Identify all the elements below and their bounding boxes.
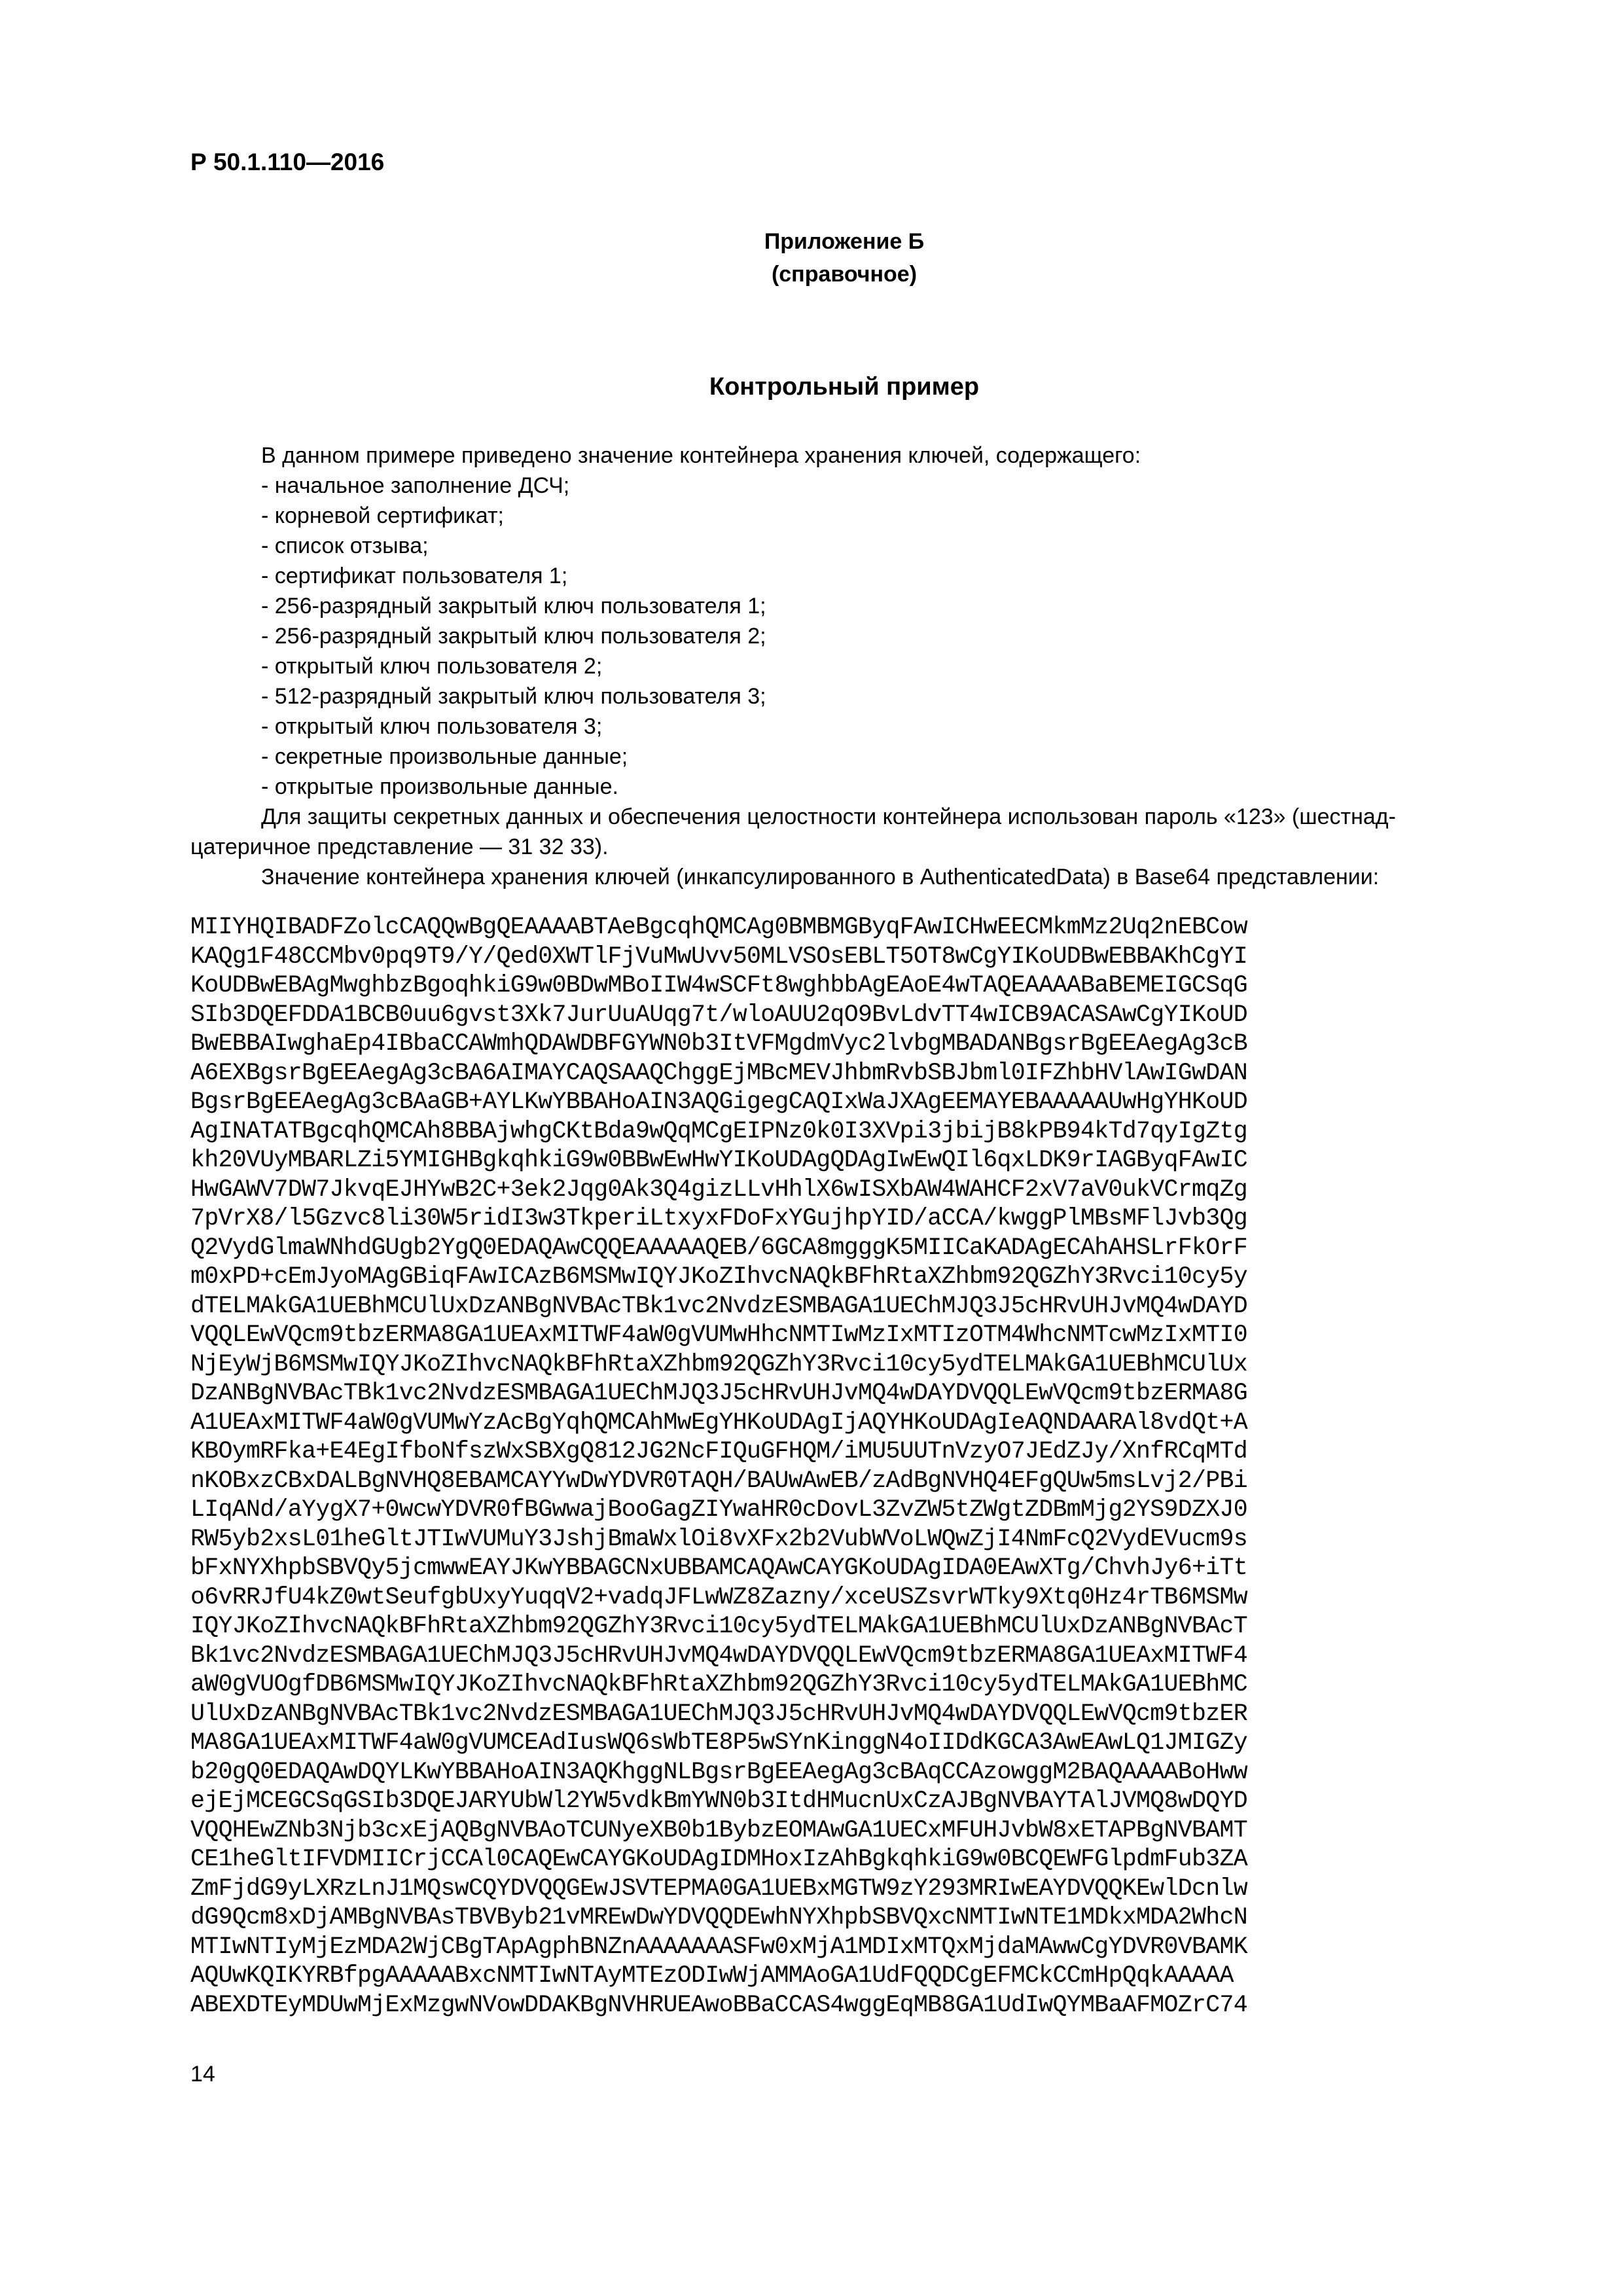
base64-line: KAQg1F48CCMbv0pq9T9/Y/Qed0XWTlFjVuMwUvv50MLVSOsEBLT5OT8wCgYIKoUDBwEBBAKhCgYI	[190, 942, 1248, 970]
base64-line: kh20VUyMBARLZi5YMIGHBgkqhkiG9w0BBwEwHwYIKoUDAgQDAgIwEwQIl6qxLDK9rIAGByqFAwIC	[190, 1147, 1248, 1174]
base64-line: KoUDBwEBAgMwghbzBgoqhkiG9w0BDwMBoIIW4wSCFt8wghbbAgEAoE4wTAQEAAAABaBEMEIGCSqG	[190, 972, 1248, 999]
base64-line: A6EXBgsrBgEEAegAg3cBA6AIMAYCAQSAAQChggEjMBcMEVJhbmRvbSBJbml0IFZhbHVlAwIGwDAN	[190, 1059, 1248, 1086]
base64-line: o6vRRJfU4kZ0wtSeufgbUxyYuqqV2+vadqJFLwWZ8Zazny/xceUSZsvrWTky9Xtq0Hz4rTB6MSMw	[190, 1583, 1248, 1611]
appendix-title: Приложение Б	[764, 229, 925, 254]
list-item: - корневой сертификат;	[261, 503, 504, 528]
value-note: Значение контейнера хранения ключей (инкапсулированного в AuthenticatedData) в Base64 представлении:	[261, 865, 1380, 889]
base64-line: MTIwNTIyMjEzMDA2WjCBgTApAgphBNZnAAAAAAASFw0xMjA1MDIxMTQxMjdaMAwwCgYDVR0VBAMK	[190, 1933, 1248, 1960]
base64-line: IQYJKoZIhvcNAQkBFhRtaXZhbm92QGZhY3Rvci10cy5ydTELMAkGA1UEBhMCUlUxDzANBgNVBAcT	[190, 1613, 1248, 1640]
base64-line: NjEyWjB6MSMwIQYJKoZIhvcNAQkBFhRtaXZhbm92QGZhY3Rvci10cy5ydTELMAkGA1UEBhMCUlUx	[190, 1350, 1248, 1378]
base64-line: ZmFjdG9yLXRzLnJ1MQswCQYDVQQGEwJSVTEPMA0GA1UEBxMGTW9zY293MRIwEAYDVQQKEwlDcnlw	[190, 1874, 1248, 1902]
base64-line: Bk1vc2NvdzESMBAGA1UEChMJQ3J5cHRvUHJvMQ4wDAYDVQQLEwVQcm9tbzERMA8GA1UEAxMITWF4	[190, 1641, 1248, 1669]
base64-line: nKOBxzCBxDALBgNVHQ8EBAMCAYYwDwYDVR0TAQH/BAUwAwEB/zAdBgNVHQ4EFgQUw5msLvj2/PBi	[190, 1467, 1248, 1494]
base64-line: aW0gVUOgfDB6MSMwIQYJKoZIhvcNAQkBFhRtaXZhbm92QGZhY3Rvci10cy5ydTELMAkGA1UEBhMC	[190, 1671, 1248, 1698]
list-item: - список отзыва;	[261, 533, 429, 558]
base64-line: VQQLEwVQcm9tbzERMA8GA1UEAxMITWF4aW0gVUMwHhcNMTIwMzIxMTIzOTM4WhcNMTcwMzIxMTI0	[190, 1321, 1248, 1348]
base64-line: m0xPD+cEmJyoMAgGBiqFAwICAzB6MSMwIQYJKoZIhvcNAQkBFhRtaXZhbm92QGZhY3Rvci10cy5y	[190, 1263, 1248, 1290]
list-item: - 512-разрядный закрытый ключ пользователя 3;	[261, 684, 766, 709]
list-item: - 256-разрядный закрытый ключ пользователя 2;	[261, 624, 766, 649]
base64-line: MIIYHQIBADFZolcCAQQwBgQEAAAABTAeBgcqhQMCAg0BMBMGByqFAwICHwEECMkmMz2Uq2nEBCow	[190, 914, 1248, 941]
intro-text	[190, 440, 1499, 892]
list-item: - открытые произвольные данные.	[261, 774, 618, 799]
base64-line: ABEXDTEyMDUwMjExMzgwNVowDDAKBgNVHRUEAwoBBaCCAS4wggEqMB8GA1UdIwQYMBaAFMOZrC74	[190, 1991, 1248, 2018]
base64-line: RW5yb2xsL01heGltJTIwVUMuY3JshjBmaWxlOi8vXFx2b2VubWVoLWQwZjI4NmFcQ2VydEVucm9s	[190, 1525, 1248, 1552]
document-code: Р 50.1.110—2016	[190, 149, 385, 175]
page-number: 14	[190, 2062, 215, 2087]
base64-line: SIb3DQEFDDA1BCB0uu6gvst3Xk7JurUuAUqg7t/wloAUU2qO9BvLdvTT4wICB9ACASAwCgYIKoUD	[190, 1001, 1248, 1028]
base64-line: dG9Qcm8xDjAMBgNVBAsTBVByb21vMREwDwYDVQQDEwhNYXhpbSBVQxcNMTIwNTE1MDkxMDA2WhcN	[190, 1904, 1248, 1931]
base64-line: AgINATATBgcqhQMCAh8BBAjwhgCKtBda9wQqMCgEIPNz0k0I3XVpi3jbijB8kPB94kTd7qyIgZtg	[190, 1117, 1248, 1145]
base64-line: CE1heGltIFVDMIICrjCCAl0CAQEwCAYGKoUDAgIDMHoxIzAhBgkqhkiG9w0BCQEWFGlpdmFub3ZA	[190, 1846, 1248, 1873]
base64-line: AQUwKQIKYRBfpgAAAAABxcNMTIwNTAyMTEzODIwWjAMMAoGA1UdFQQDCgEFMCkCCmHpQqkAAAAA	[190, 1962, 1234, 1989]
base64-line: ejEjMCEGCSqGSIb3DQEJARYUbWl2YW5vdkBmYWN0b3ItdHMucnUxCzAJBgNVBAYTAlJVMQ8wDQYD	[190, 1787, 1248, 1814]
base64-line: Q2VydGlmaWNhdGUgb2YgQ0EDAQAwCQQEAAAAAQEB/6GCA8mgggK5MIICaKADAgECAhAHSLrFkOrF	[190, 1234, 1248, 1261]
list-item: - открытый ключ пользователя 2;	[261, 654, 603, 679]
base64-line: LIqANd/aYygX7+0wcwYDVR0fBGwwajBooGagZIYwaHR0cDovL3ZvZW5tZWgtZDBmMjg2YS9DZXJ0	[190, 1496, 1248, 1523]
intro-lead: В данном примере приведено значение контейнера хранения ключей, содержащего:	[261, 443, 1141, 468]
base64-line: DzANBgNVBAcTBk1vc2NvdzESMBAGA1UEChMJQ3J5cHRvUHJvMQ4wDAYDVQQLEwVQcm9tbzERMA8G	[190, 1380, 1248, 1407]
base64-line: KBOymRFka+E4EgIfboNfszWxSBXgQ812JG2NcFIQuGFHQM/iMU5UUTnVzyO7JEdZJy/XnfRCqMTd	[190, 1438, 1248, 1465]
list-item: - секретные произвольные данные;	[261, 744, 628, 769]
base64-line: 7pVrX8/l5Gzvc8li30W5ridI3w3TkperiLtxyxFDoFxYGujhpYID/aCCA/kwggPlMBsMFlJvb3Qg	[190, 1205, 1248, 1232]
appendix-heading	[654, 225, 1034, 291]
base64-line: dTELMAkGA1UEBhMCUlUxDzANBgNVBAcTBk1vc2NvdzESMBAGA1UEChMJQ3J5cHRvUHJvMQ4wDAYD	[190, 1292, 1248, 1319]
section-title: Контрольный пример	[709, 373, 980, 401]
password-note-line-2: цатеричное представление — 31 32 33).	[190, 834, 609, 859]
base64-block	[190, 913, 1247, 2020]
list-item: - 256-разрядный закрытый ключ пользователя 1;	[261, 594, 766, 619]
base64-line: UlUxDzANBgNVBAcTBk1vc2NvdzESMBAGA1UEChMJQ3J5cHRvUHJvMQ4wDAYDVQQLEwVQcm9tbzER	[190, 1700, 1248, 1727]
password-note-line-1: Для защиты секретных данных и обеспечения целостности контейнера использован пароль «123» (шестнад-	[261, 804, 1396, 829]
base64-line: BwEBBAIwghaEp4IBbaCCAWmhQDAWDBFGYWN0b3ItVFMgdmVyc2lvbgMBADANBgsrBgEEAegAg3cB	[190, 1030, 1248, 1057]
base64-line: MA8GA1UEAxMITWF4aW0gVUMCEAdIusWQ6sWbTE8P5wSYnKinggN4oIIDdKGCA3AwEAwLQ1JMIGZy	[190, 1729, 1248, 1756]
list-item: - сертификат пользователя 1;	[261, 564, 568, 588]
base64-line: VQQHEwZNb3Njb3cxEjAQBgNVBAoTCUNyeXB0b1BybzEOMAwGA1UECxMFUHJvbW8xETAPBgNVBAMT	[190, 1816, 1248, 1844]
base64-line: bFxNYXhpbSBVQy5jcmwwEAYJKwYBBAGCNxUBBAMCAQAwCAYGKoUDAgIDA0EAwXTg/ChvhJy6+iTt	[190, 1554, 1248, 1581]
base64-line: A1UEAxMITWF4aW0gVUMwYzAcBgYqhQMCAhMwEgYHKoUDAgIjAQYHKoUDAgIeAQNDAARAl8vdQt+A	[190, 1408, 1248, 1436]
appendix-subtitle: (справочное)	[771, 262, 918, 287]
list-item: - открытый ключ пользователя 3;	[261, 714, 603, 739]
base64-line: HwGAWV7DW7JkvqEJHYwB2C+3ek2Jqg0Ak3Q4gizLLvHhlX6wISXbAW4WAHCF2xV7aV0ukVCrmqZg	[190, 1175, 1248, 1203]
base64-line: BgsrBgEEAegAg3cBAaGB+AYLKwYBBAHoAIN3AQGigegCAQIxWaJXAgEEMAYEBAAAAAUwHgYHKoUD	[190, 1088, 1248, 1115]
base64-line: b20gQ0EDAQAwDQYLKwYBBAHoAIN3AQKhggNLBgsrBgEEAegAg3cBAqCCAzowggM2BAQAAAABoHww	[190, 1758, 1248, 1785]
list-item: - начальное заполнение ДСЧ;	[261, 473, 570, 498]
